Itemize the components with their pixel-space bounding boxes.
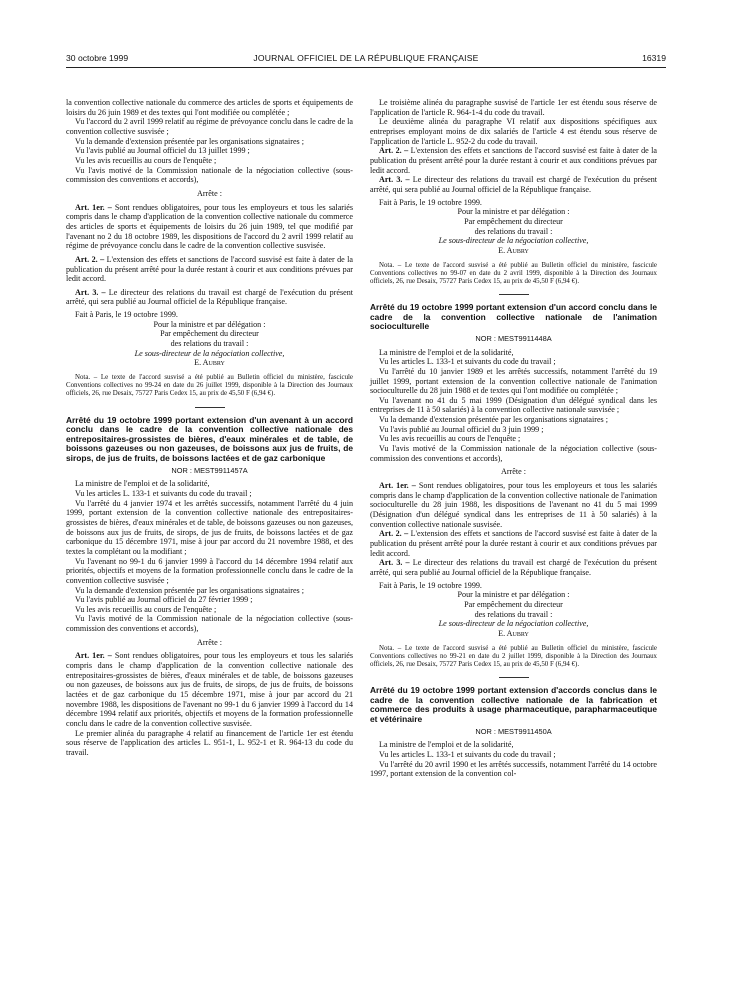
article-3 <box>66 288 353 307</box>
paragraph: Le premier alinéa du paragraphe 4 relatif au financement de l'article 1er est étendu sous réserve de l'application des articles L. 951-1, L. 952-1 et R. 964-13 du code du travail. <box>66 728 353 758</box>
signing-place-date: Fait à Paris, le 19 octobre 1999. <box>379 197 482 207</box>
arrete-label: Arrête : <box>197 188 222 198</box>
paragraph: Vu l'avis motivé de la Commission nationale de la négociation collective (sous-commission des conventions et accords), <box>370 444 657 463</box>
publication-note: Nota. – Le texte de l'accord susvisé a été publié au Bulletin officiel du ministère, fascicule Conventions collectives no 99-07 en date du 2 avril 1999, disponible à la Direction des Journaux officiels, 26, rue Desaix, 75727 Paris Cedex 15, au prix de 45,50 F (6,94 €). <box>370 261 657 285</box>
article-2 <box>66 255 353 284</box>
header-rule <box>66 67 666 68</box>
paragraph: la convention collective nationale du commerce des articles de sports et équipements de loisirs du 26 juin 1989 et des textes qui l'ont modifiée ou complétée ; <box>66 98 353 117</box>
paragraph: Vu les articles L. 133-1 et suivants du code du travail ; <box>75 488 252 498</box>
article-text: Le directeur des relations du travail est chargé de l'exécution du présent arrêté, qui sera publié au Journal officiel de la République française. <box>66 287 353 307</box>
signature-line: Le sous-directeur de la négociation collective, <box>134 348 285 358</box>
paragraph: Vu l'avis motivé de la Commission nationale de la négociation collective (sous-commission des conventions et accords), <box>66 614 353 634</box>
article-text: Le directeur des relations du travail est chargé de l'exécution du présent arrêté, qui sera publié au Journal officiel de la République française. <box>370 558 657 577</box>
paragraph: Vu la demande d'extension présentée par les organisations signataires ; <box>75 136 304 146</box>
article-label: Art. 1er. – <box>75 202 112 212</box>
decree-title: Arrêté du 19 octobre 1999 portant extension d'accords conclus dans le cadre de la convention collective nationale de la fabrication et commerce des produits à usage pharmaceutique, parapharmaceutique et vétérinaire <box>370 685 657 724</box>
right-column <box>370 98 657 779</box>
article-2 <box>370 529 657 558</box>
header-date: 30 octobre 1999 <box>66 53 129 63</box>
paragraph: Vu l'arrêté du 20 avril 1990 et les arrêtés successifs, notamment l'arrêté du 14 octobre 1997, portant extension de la convention col- <box>370 759 657 779</box>
signature-line: Le sous-directeur de la négociation collective, <box>438 619 589 629</box>
article-label: Art. 3. – <box>75 287 106 297</box>
signing-place-date: Fait à Paris, le 19 octobre 1999. <box>379 580 482 590</box>
arrete-label: Arrête : <box>197 637 222 647</box>
signature-line: Par empêchement du directeur <box>464 216 563 226</box>
article-text: L'extension des effets et sanctions de l'accord susvisé est faite à dater de la publication du présent arrêté pour la durée restant à courir et aux conditions prévues par ledit accord. <box>370 529 657 558</box>
article-text: Le directeur des relations du travail est chargé de l'exécution du présent arrêté, qui sera publié au Journal officiel de la République française. <box>370 175 657 194</box>
paragraph: Le troisième alinéa du paragraphe susvisé de l'article 1er est étendu sous réserve de l'application de l'article R. 964-1-4 du code du travail. <box>370 98 657 117</box>
article-label: Art. 3. – <box>379 175 410 185</box>
paragraph: Vu les articles L. 133-1 et suivants du code du travail ; <box>379 749 556 759</box>
decree-title: Arrêté du 19 octobre 1999 portant extension d'un avenant à un accord conclu dans le cadre de la convention collective nationale des entrepositaires-grossistes de bières, d'eaux minérales et de table, de boissons gazeuses ou non gazeuses, de boissons aux jus de fruits, de sirops, de jus de fruits, de boissons lactées et de gaz carbonique <box>66 414 353 464</box>
paragraph: Vu l'accord du 2 avril 1999 relatif au régime de prévoyance conclu dans le cadre de la convention collective susvisée ; <box>66 117 353 136</box>
paragraph: Vu l'avenant no 41 du 5 mai 1999 (Désignation d'un délégué syndical dans les entreprises de 11 à 50 salariés) à la convention collective nationale susvisée ; <box>370 395 657 415</box>
paragraph: Vu l'avis publié au Journal officiel du 13 juillet 1999 ; <box>75 146 250 156</box>
article-label: Art. 1er. – <box>379 481 416 491</box>
signature-line: Par empêchement du directeur <box>464 599 563 609</box>
signature-line: Pour la ministre et par délégation : <box>153 319 266 329</box>
article-3 <box>370 175 657 194</box>
nor-reference: NOR : MEST9911448A <box>475 333 552 343</box>
signature-line: Pour la ministre et par délégation : <box>457 207 570 217</box>
article-2 <box>370 146 657 175</box>
paragraph: La ministre de l'emploi et de la solidarité, <box>379 347 514 357</box>
paragraph: Vu l'arrêté du 10 janvier 1989 et les arrêtés successifs, notamment l'arrêté du 19 juillet 1999, portant extension de la convention collective nationale de l'animation socioculturelle du 28 juin 1988 et de textes qui l'ont modifiée ou complétée ; <box>370 366 657 396</box>
signature-line: Le sous-directeur de la négociation collective, <box>438 236 589 246</box>
signature-line: Par empêchement du directeur <box>160 329 259 339</box>
publication-note: Nota. – Le texte de l'accord susvisé a été publié au Bulletin officiel du ministère, fascicule Conventions collectives no 99-21 en date du 2 juillet 1999, disponible à la Direction des Journaux officiels, 26, rue Desaix, 75727 Paris Cedex 15, au prix de 45,50 F (6,94 €). <box>370 644 657 668</box>
article-1 <box>370 481 657 529</box>
paragraph: Vu l'avenant no 99-1 du 6 janvier 1999 à l'accord du 14 décembre 1994 relatif aux priorités, objectifs et moyens de la formation professionnelle conclu dans le cadre de la convention collective susvisée ; <box>66 556 353 585</box>
signatory-name: E. Aubry <box>194 358 225 368</box>
signing-place-date: Fait à Paris, le 19 octobre 1999. <box>75 310 178 320</box>
article-3 <box>370 558 657 577</box>
signatory-name: E. Aubry <box>498 245 529 255</box>
article-label: Art. 2. – <box>379 529 409 539</box>
paragraph: Vu la demande d'extension présentée par les organisations signataires ; <box>75 585 304 595</box>
page-header <box>66 53 666 67</box>
paragraph: Vu les avis recueillis au cours de l'enquête ; <box>379 434 521 444</box>
nor-reference: NOR : MEST9911450A <box>475 726 552 736</box>
article-text: L'extension des effets et sanctions de l'accord susvisé est faite à dater de la publication du présent arrêté pour la durée restant à courir et aux conditions prévues par ledit accord. <box>66 254 353 284</box>
paragraph: Vu les avis recueillis au cours de l'enquête ; <box>75 155 217 165</box>
article-label: Art. 2. – <box>75 254 105 264</box>
article-label: Art. 2. – <box>379 146 409 156</box>
left-column <box>66 98 353 758</box>
signature-line: Pour la ministre et par délégation : <box>457 590 570 600</box>
signature-line: des relations du travail : <box>474 609 553 619</box>
paragraph: Vu l'avis publié au Journal officiel du 3 juin 1999 ; <box>379 424 544 434</box>
signature-line: des relations du travail : <box>474 226 553 236</box>
article-text: Sont rendues obligatoires, pour tous les employeurs et tous les salariés compris dans le champ d'application de la convention collective nationale de l'animation socioculturelle du 28 juin 1988, les dispositions de l'avenant no 41 du 5 mai 1999 (Désignation d'un délégué syndical dans les entreprises de 11 à 50 salariés) à la convention collective nationale susvisée. <box>370 481 657 529</box>
paragraph: Vu l'avis motivé de la Commission nationale de la négociation collective (sous-commission des conventions et accords), <box>66 165 353 185</box>
journal-title: JOURNAL OFFICIEL DE LA RÉPUBLIQUE FRANÇAISE <box>253 53 479 63</box>
signature-line: des relations du travail : <box>170 339 249 349</box>
arrete-label: Arrête : <box>501 467 526 477</box>
decree-title: Arrêté du 19 octobre 1999 portant extension d'un accord conclu dans le cadre de la convention collective nationale de l'animation socioculturelle <box>370 302 657 332</box>
publication-note: Nota. – Le texte de l'accord susvisé a été publié au Bulletin officiel du ministère, fascicule Conventions collectives no 99-24 en date du 26 juillet 1999, disponible à la Direction des Journaux officiels, 26, rue Desaix, 75727 Paris Cedex 15, au prix de 45,50 F (6,94 €). <box>66 374 353 398</box>
article-text: Sont rendues obligatoires, pour tous les employeurs et tous les salariés compris dans le champ d'application de la convention collective nationale des entrepositaires-grossistes de bières, d'eaux minérales et de table, de boissons gazeuses ou non gazeuses, de boissons aux jus de fruits, de sirops, de jus de fruits, de boissons lactées et de gaz carbonique du 15 décembre 1971, mise à jour par accord du 21 novembre 1988, les dispositions de l'avenant no 99-1 du 6 janvier 1999 à l'accord du 14 décembre 1994 relatif aux priorités, objectifs et moyens de la formation professionnelle conclu dans le cadre de la convention collective susvisée. <box>66 651 353 729</box>
paragraph: Le deuxième alinéa du paragraphe VI relatif aux dispositions spécifiques aux entreprises employant moins de dix salariés de l'article 4 est étendu sous réserve de l'application de l'article L. 952-2 du code du travail. <box>370 117 657 146</box>
paragraph: La ministre de l'emploi et de la solidarité, <box>75 479 210 489</box>
paragraph: Vu la demande d'extension présentée par les organisations signataires ; <box>379 415 608 425</box>
page-number: 16319 <box>642 53 666 63</box>
signatory-name: E. Aubry <box>498 628 529 638</box>
article-1 <box>66 651 353 728</box>
paragraph: Vu les avis recueillis au cours de l'enquête ; <box>75 604 217 614</box>
article-label: Art. 3. – <box>379 558 410 568</box>
article-text: L'extension des effets et sanctions de l'accord susvisé est faite à dater de la publication du présent arrêté pour la durée restant à courir et aux conditions prévues par ledit accord. <box>370 146 657 175</box>
paragraph: Vu l'avis publié au Journal officiel du 27 février 1999 ; <box>75 595 253 605</box>
paragraph: Vu les articles L. 133-1 et suivants du code du travail ; <box>379 357 556 367</box>
paragraph: La ministre de l'emploi et de la solidarité, <box>379 740 514 750</box>
article-label: Art. 1er. – <box>75 651 112 661</box>
article-1 <box>66 203 353 251</box>
article-text: Sont rendues obligatoires, pour tous les employeurs et tous les salariés compris dans le champ d'application de la convention collective nationale du commerce des articles de sports et équipements de loisirs du 26 juin 1989, tel que modifié par l'avenant no 2 du 18 octobre 1989, les dispositions de l'accord du 2 avril 1999 relatif au régime de prévoyance conclu dans le cadre de la convention collective susvisée. <box>66 202 353 251</box>
paragraph: Vu l'arrêté du 4 janvier 1974 et les arrêtés successifs, notamment l'arrêté du 4 juin 1999, portant extension de la convention collective nationale des entrepositaires-grossistes de bières, d'eaux minérales et de table, de boissons gazeuses ou non gazeuses, de boissons aux jus de fruits, de sirops, de jus de fruits, de boissons lactées et de gaz carbonique du 15 décembre 1971, mise à jour par accord du 21 novembre 1988, et des textes la complétant ou la modifiant ; <box>66 498 353 556</box>
nor-reference: NOR : MEST9911457A <box>171 465 248 475</box>
